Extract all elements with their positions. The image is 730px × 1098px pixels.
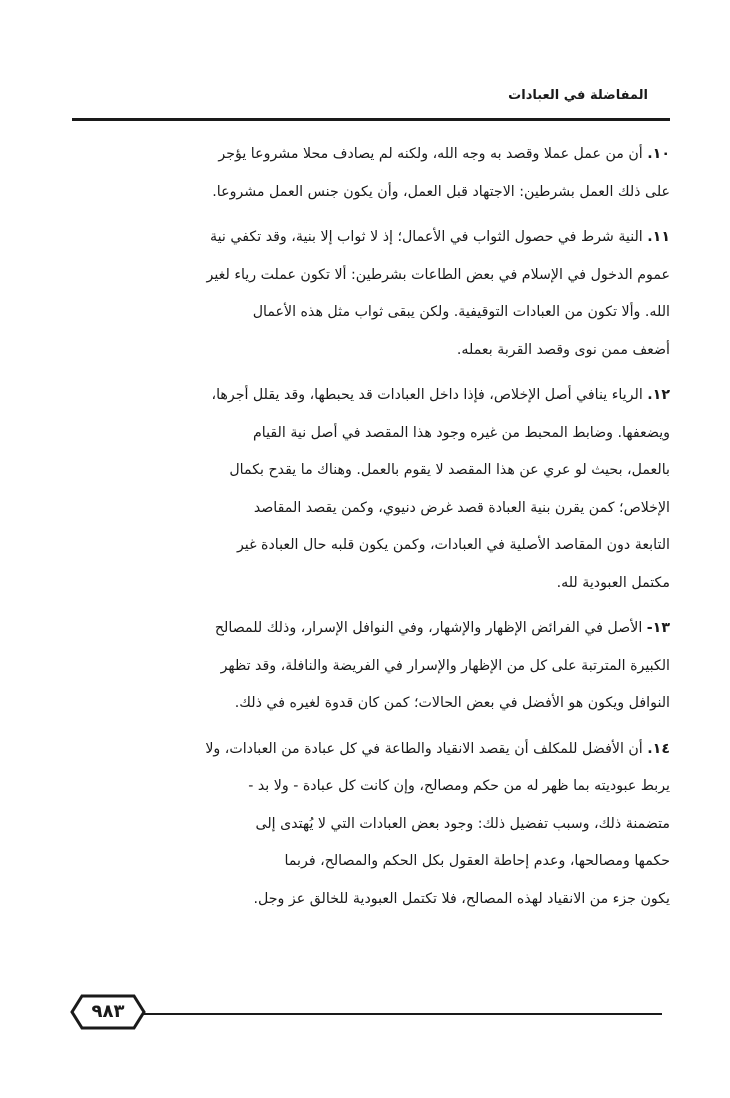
paragraph-line: متضمنة ذلك، وسبب تفضيل ذلك: وجود بعض العبادات التي لا يُهتدى إلى — [255, 815, 670, 832]
paragraph-text: الأصل في الفرائض الإظهار والإشهار، وفي النوافل الإسرار، وذلك للمصالح — [214, 620, 643, 636]
paragraph-number: ١٣- — [646, 620, 670, 636]
paragraph-line: التابعة دون المقاصد الأصلية في العبادات، وكمن يكون قلبه حال العبادة غير — [236, 537, 670, 553]
paragraph-line — [74, 610, 670, 648]
paragraph-text: أن الأفضل للمكلف أن يقصد الانقياد والطاعة في كل عبادة من العبادات، ولا — [205, 740, 643, 757]
paragraph-line: النوافل ويكون هو الأفضل في بعض الحالات؛ كمن كان قدوة لغيره في ذلك. — [234, 695, 670, 711]
paragraph-line — [74, 731, 670, 769]
paragraph-line: الإخلاص؛ كمن يقرن بنية العبادة قصد غرض دنيوي، وكمن يقصد المقاصد — [253, 499, 670, 516]
paragraph-line: على ذلك العمل بشرطين: الاجتهاد قبل العمل، وأن يكون جنس العمل مشروعا. — [212, 183, 670, 200]
footer-rule — [124, 1013, 662, 1015]
paragraph-text: الرياء ينافي أصل الإخلاص، فإذا داخل العبادات قد يحبطها، وقد يقلل أجرها، — [211, 387, 643, 403]
page-number-badge — [70, 992, 146, 1032]
page-body — [74, 136, 670, 926]
paragraph-number: ١١. — [647, 229, 670, 245]
paragraph-line: عموم الدخول في الإسلام في بعض الطاعات بشرطين: ألا تكون عملت رياء لغير — [206, 266, 670, 283]
paragraph-line: أضعف ممن نوى وقصد القربة بعمله. — [456, 341, 670, 358]
paragraph-line: بالعمل، بحيث لو عري عن هذا المقصد لا يقوم بالعمل. وهناك ما يقدح بكمال — [229, 462, 670, 478]
numbered-paragraph — [74, 136, 670, 211]
paragraph-line: يربط عبوديته بما ظهر له من حكم ومصالح، وإن كانت كل عبادة - ولا بد - — [248, 778, 670, 794]
paragraph-line — [74, 219, 670, 257]
running-header: المفاضلة في العبادات — [508, 88, 648, 103]
paragraph-number: ١٤. — [647, 740, 670, 757]
paragraph-line: مكتمل العبودية لله. — [556, 574, 670, 591]
paragraph-line: حكمها ومصالحها، وعدم إحاطة العقول بكل الحكم والمصالح، فربما — [284, 853, 670, 869]
paragraph-line — [74, 136, 670, 174]
paragraph-line: يكون جزء من الانقياد لهذه المصالح، فلا تكتمل العبودية للخالق عز وجل. — [253, 890, 670, 907]
paragraph-line: الكبيرة المترتبة على كل من الإظهار والإسرار في الفريضة والنافلة، وقد تظهر — [220, 657, 670, 674]
page-number: ٩٨٣ — [91, 1001, 125, 1022]
paragraph-text: النية شرط في حصول الثواب في الأعمال؛ إذ لا ثواب إلا بنية، وقد تكفي نية — [210, 229, 643, 245]
paragraph-line: ويضعفها. وضابط المحبط من غيره وجود هذا المقصد في أصل نية القيام — [252, 424, 670, 441]
numbered-paragraph — [74, 377, 670, 602]
paragraph-line — [74, 377, 670, 415]
numbered-paragraph — [74, 731, 670, 919]
paragraph-number: ١٢. — [647, 387, 670, 403]
paragraph-text: أن من عمل عملا وقصد به وجه الله، ولكنه لم يصادف محلا مشروعا يؤجر — [218, 146, 643, 162]
numbered-paragraph — [74, 610, 670, 723]
paragraph-number: ١٠. — [647, 146, 670, 162]
paragraph-line: الله. وألا تكون من العبادات التوقيفية. ولكن يبقى ثواب مثل هذه الأعمال — [252, 304, 670, 320]
header-rule — [72, 118, 670, 121]
numbered-paragraph — [74, 219, 670, 369]
